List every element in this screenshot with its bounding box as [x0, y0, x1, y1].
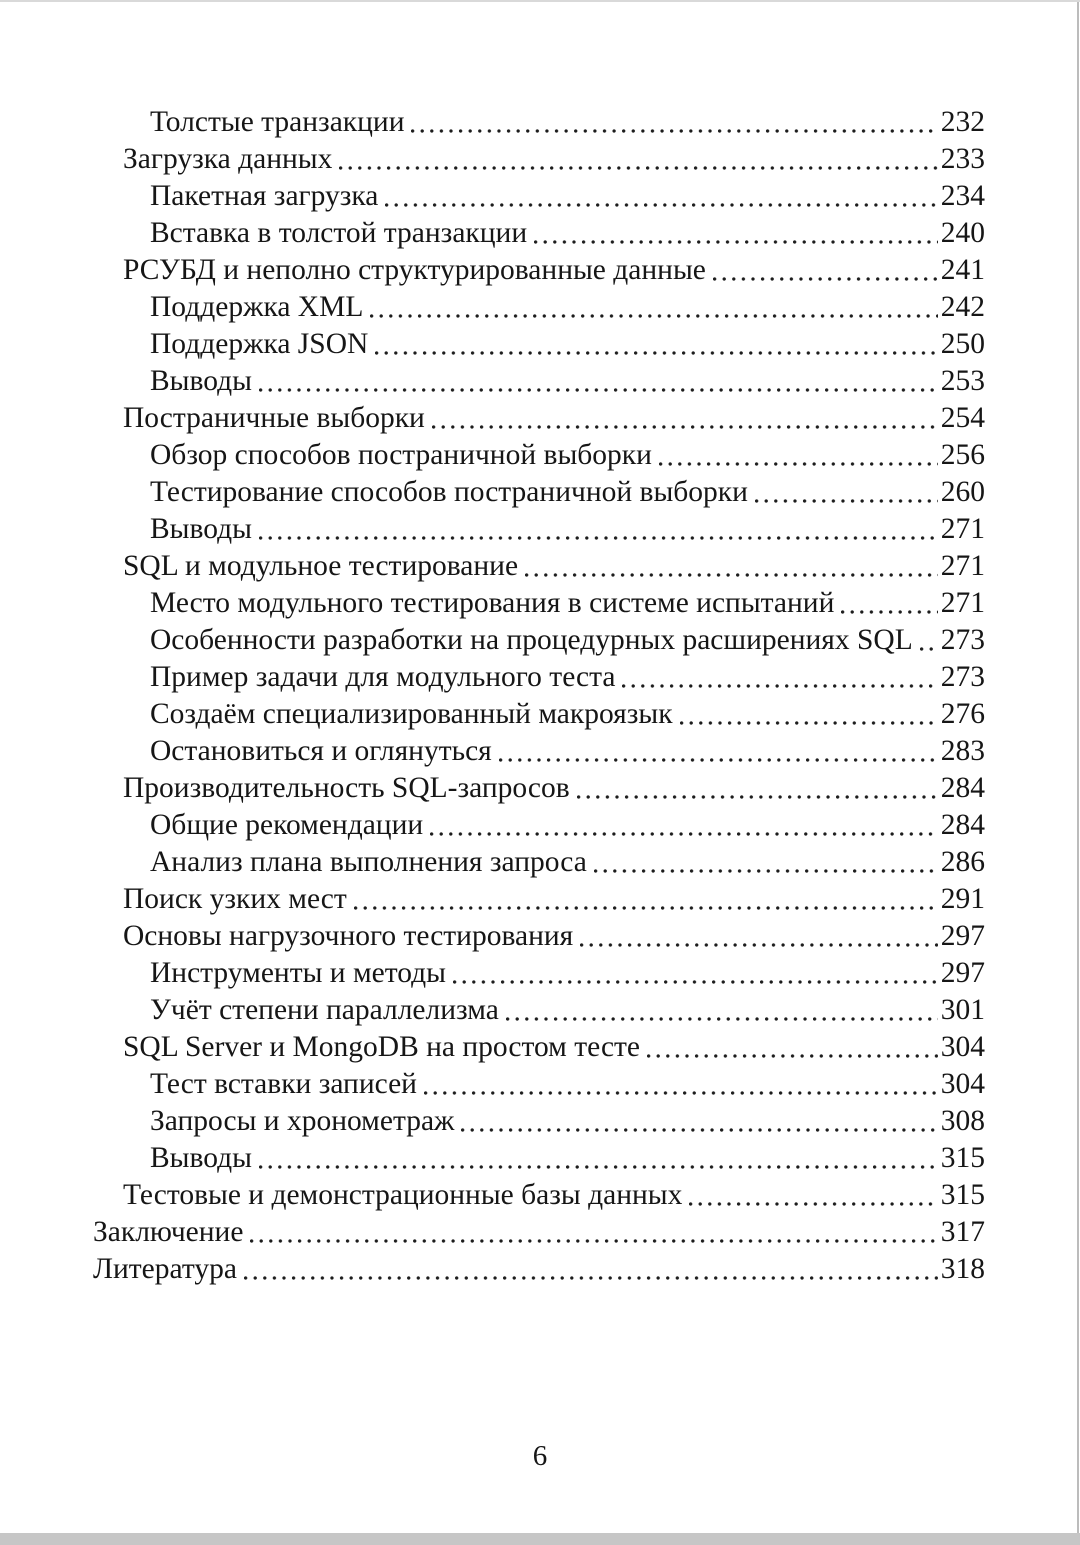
toc-entry-label: Выводы [150, 513, 252, 545]
toc-entry[interactable] [93, 215, 985, 252]
toc-entry-label: РСУБД и неполно структурированные данные [123, 254, 706, 286]
toc-entry[interactable] [93, 326, 985, 363]
toc-leader-dots [259, 1165, 938, 1169]
toc-entry-label: SQL и модульное тестирование [123, 550, 519, 582]
toc-entry-label: Постраничные выборки [123, 402, 425, 434]
toc-entry-label: Поддержка XML [150, 291, 364, 323]
toc-entry-label: Обзор способов постраничной выборки [150, 439, 652, 471]
toc-leader-dots [453, 980, 938, 984]
toc-leader-dots [411, 129, 937, 133]
toc-leader-dots [594, 869, 938, 873]
toc-entry[interactable] [93, 844, 985, 881]
toc-entry-label: Остановиться и оглянуться [150, 735, 492, 767]
top-border-line [0, 0, 1080, 2]
toc-entry-label: Особенности разработки на процедурных расширениях SQL [150, 624, 913, 656]
toc-entry-page: 240 [940, 217, 985, 249]
toc-entry[interactable] [93, 474, 985, 511]
toc-entry-page: 271 [940, 587, 985, 619]
toc-entry-label: Создаём специализированный макроязык [150, 698, 673, 730]
toc-leader-dots [506, 1017, 938, 1021]
right-border-line [1077, 2, 1079, 1533]
toc-entry-page: 308 [940, 1105, 985, 1137]
toc-entry-label: Анализ плана выполнения запроса [150, 846, 587, 878]
toc-entry-page: 276 [940, 698, 985, 730]
toc-entry-label: Общие рекомендации [150, 809, 424, 841]
toc-entry-page: 242 [940, 291, 985, 323]
toc-entry-label: Поддержка JSON [150, 328, 369, 360]
toc-entry-page: 234 [940, 180, 985, 212]
toc-entry-label: Место модульного тестирования в системе испытаний [150, 587, 835, 619]
toc-leader-dots [259, 388, 938, 392]
toc-entry-page: 315 [940, 1179, 985, 1211]
toc-entry-page: 250 [940, 328, 985, 360]
toc-entry-page: 284 [940, 809, 985, 841]
toc-entry-label: Поиск узких мест [123, 883, 347, 915]
toc-entry[interactable] [93, 511, 985, 548]
toc-leader-dots [432, 425, 938, 429]
toc-entry[interactable] [93, 548, 985, 585]
toc-entry-page: 253 [940, 365, 985, 397]
toc-leader-dots [250, 1239, 937, 1243]
toc-entry[interactable] [93, 733, 985, 770]
toc-entry-page: 315 [940, 1142, 985, 1174]
toc-entry-page: 317 [940, 1216, 985, 1248]
toc-entry-page: 241 [940, 254, 985, 286]
toc-leader-dots [259, 536, 938, 540]
toc-leader-dots [713, 277, 938, 281]
toc-entry-page: 286 [940, 846, 985, 878]
toc-entry-label: Тестирование способов постраничной выборки [150, 476, 748, 508]
toc-leader-dots [385, 203, 937, 207]
toc-entry[interactable] [93, 1066, 985, 1103]
page-number: 6 [532, 1440, 548, 1472]
toc-leader-dots [499, 758, 938, 762]
toc-entry-page: 233 [940, 143, 985, 175]
toc-entry-label: Запросы и хронометраж [150, 1105, 455, 1137]
toc-leader-dots [689, 1202, 937, 1206]
toc-leader-dots [354, 906, 938, 910]
toc-entry[interactable] [93, 881, 985, 918]
toc-entry[interactable] [93, 400, 985, 437]
viewer-bottom-strip [0, 1533, 1080, 1545]
toc-leader-dots [244, 1276, 938, 1280]
toc-entry-label: Литература [93, 1253, 237, 1285]
toc-entry-page: 283 [940, 735, 985, 767]
toc-entry-label: Вставка в толстой транзакции [150, 217, 528, 249]
toc-entry-label: Тестовые и демонстрационные базы данных [123, 1179, 683, 1211]
toc-entry-label: Загрузка данных [123, 143, 333, 175]
toc-entry-page: 273 [940, 624, 985, 656]
toc-entry[interactable] [93, 659, 985, 696]
toc-entry[interactable] [93, 585, 985, 622]
toc-leader-dots [577, 795, 938, 799]
toc-leader-dots [430, 832, 938, 836]
toc-list [93, 104, 985, 1288]
toc-entry-page: 291 [940, 883, 985, 915]
toc-entry-page: 304 [940, 1031, 985, 1063]
toc-entry-page: 273 [940, 661, 985, 693]
toc-entry[interactable] [93, 141, 985, 178]
toc-entry-label: Толстые транзакции [150, 106, 405, 138]
toc-entry[interactable] [93, 289, 985, 326]
toc-entry-label: Выводы [150, 365, 252, 397]
toc-leader-dots [755, 499, 938, 503]
toc-entry[interactable] [93, 437, 985, 474]
toc-entry[interactable] [93, 1251, 985, 1288]
toc-entry-page: 284 [940, 772, 985, 804]
toc-entry-label: Тест вставки записей [150, 1068, 417, 1100]
toc-entry-page: 260 [940, 476, 985, 508]
toc-entry-label: Пример задачи для модульного теста [150, 661, 616, 693]
toc-entry[interactable] [93, 807, 985, 844]
toc-entry-label: Учёт степени параллелизма [150, 994, 499, 1026]
toc-leader-dots [580, 943, 938, 947]
toc-leader-dots [370, 314, 937, 318]
toc-leader-dots [424, 1091, 938, 1095]
toc-entry[interactable] [93, 696, 985, 733]
toc-entry[interactable] [93, 1214, 985, 1251]
toc-leader-dots [622, 684, 937, 688]
toc-leader-dots [375, 351, 937, 355]
toc-entry[interactable] [93, 363, 985, 400]
toc-entry-page: 297 [940, 920, 985, 952]
toc-entry-page: 304 [940, 1068, 985, 1100]
toc-entry[interactable] [93, 622, 985, 659]
toc-entry-label: SQL Server и MongoDB на простом тесте [123, 1031, 641, 1063]
toc-entry-page: 254 [940, 402, 985, 434]
toc-entry-page: 232 [940, 106, 985, 138]
toc-entry-label: Производительность SQL-запросов [123, 772, 570, 804]
toc-leader-dots [920, 647, 938, 651]
toc-entry-label: Заключение [93, 1216, 244, 1248]
toc-leader-dots [841, 610, 937, 614]
toc-entry[interactable] [93, 918, 985, 955]
toc-entry-page: 271 [940, 550, 985, 582]
toc-entry-label: Основы нагрузочного тестирования [123, 920, 574, 952]
toc-leader-dots [680, 721, 938, 725]
toc-leader-dots [534, 240, 938, 244]
toc-entry[interactable] [93, 770, 985, 807]
toc-entry-label: Пакетная загрузка [150, 180, 379, 212]
toc-entry[interactable] [93, 104, 985, 141]
toc-leader-dots [461, 1128, 937, 1132]
toc-entry-page: 271 [940, 513, 985, 545]
toc-leader-dots [647, 1054, 938, 1058]
toc-entry[interactable] [93, 178, 985, 215]
toc-entry-label: Выводы [150, 1142, 252, 1174]
toc-leader-dots [525, 573, 938, 577]
toc-leader-dots [339, 166, 937, 170]
toc-entry[interactable] [93, 1029, 985, 1066]
toc-entry-page: 256 [940, 439, 985, 471]
toc-entry[interactable] [93, 252, 985, 289]
toc-entry[interactable] [93, 992, 985, 1029]
toc-entry[interactable] [93, 955, 985, 992]
toc-entry-label: Инструменты и методы [150, 957, 446, 989]
toc-entry-page: 318 [940, 1253, 985, 1285]
toc-leader-dots [659, 462, 938, 466]
toc-entry[interactable] [93, 1103, 985, 1140]
toc-entry[interactable] [93, 1177, 985, 1214]
toc-entry-page: 297 [940, 957, 985, 989]
toc-entry-page: 301 [940, 994, 985, 1026]
toc-entry[interactable] [93, 1140, 985, 1177]
